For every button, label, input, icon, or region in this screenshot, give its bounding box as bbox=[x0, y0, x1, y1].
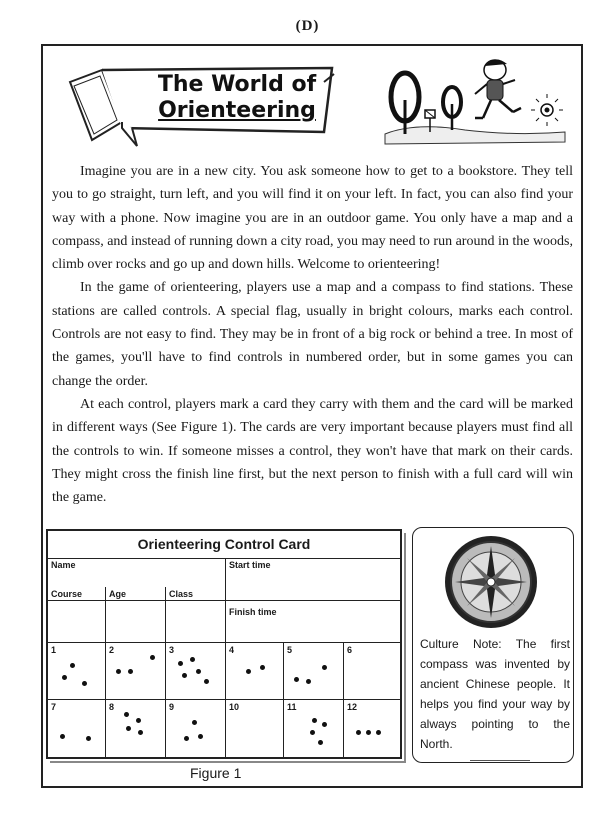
control-box-5 bbox=[284, 643, 344, 700]
control-box-number: 12 bbox=[347, 702, 358, 712]
paragraph-2: In the game of orienteering, players use a map and a compass to find stations. These stations are called controls. A special flag, usually in bright colours, marks each control. Controls are not easy to find. They may be in front of a big rock or behind a tree. In most of the games, you'll have to find controls in numbered order, but in some games you can change the order. bbox=[52, 280, 573, 389]
punch-dot bbox=[198, 734, 203, 739]
start-time-field bbox=[226, 558, 400, 601]
punch-dot bbox=[190, 657, 195, 662]
control-box-number: 3 bbox=[169, 645, 175, 655]
punch-dot bbox=[126, 726, 131, 731]
control-box-1 bbox=[48, 643, 106, 700]
punch-dot bbox=[376, 730, 381, 735]
punch-dot bbox=[192, 720, 197, 725]
control-box-number: 7 bbox=[51, 702, 57, 712]
punch-dot bbox=[204, 679, 209, 684]
control-box-3 bbox=[166, 643, 226, 700]
control-box-2 bbox=[106, 643, 166, 700]
control-box-number: 4 bbox=[229, 645, 235, 655]
article-body bbox=[52, 160, 573, 509]
banner-title-line1: The World of bbox=[157, 72, 317, 97]
finish-time-label: Finish time bbox=[229, 607, 277, 617]
tree-icon bbox=[443, 87, 461, 130]
punch-dot bbox=[178, 661, 183, 666]
class-field bbox=[166, 587, 226, 643]
class-label: Class bbox=[169, 589, 194, 599]
note-underline bbox=[470, 760, 530, 761]
title-banner bbox=[62, 62, 342, 154]
card-title: Orienteering Control Card bbox=[48, 531, 400, 559]
punch-dot bbox=[116, 669, 121, 674]
name-label: Name bbox=[51, 560, 76, 570]
age-label: Age bbox=[109, 589, 127, 599]
start-time-label: Start time bbox=[229, 560, 271, 570]
control-box-number: 2 bbox=[109, 645, 115, 655]
control-box-6 bbox=[344, 643, 400, 700]
control-box-9 bbox=[166, 700, 226, 757]
course-label: Course bbox=[51, 589, 83, 599]
control-box-12 bbox=[344, 700, 400, 757]
punch-dot bbox=[322, 722, 327, 727]
punch-dot bbox=[310, 730, 315, 735]
punch-dot bbox=[196, 669, 201, 674]
control-box-7 bbox=[48, 700, 106, 757]
punch-dot bbox=[294, 677, 299, 682]
punch-dot bbox=[82, 681, 87, 686]
paragraph-1: Imagine you are in a new city. You ask someone how to get to a bookstore. They tell you to go straight, turn left, and you will find it on your left. In fact, you can also find your way with a phone. Now imagine you are in an outdoor game. You only have a map and a compass, and instead of running down a city road, you may need to run around in the woods, climb over rocks and go up and down hills. Welcome to orienteering! bbox=[52, 164, 574, 273]
control-box-number: 1 bbox=[51, 645, 57, 655]
control-box-8 bbox=[106, 700, 166, 757]
course-field bbox=[48, 587, 106, 643]
punch-dot bbox=[366, 730, 371, 735]
punch-dot bbox=[246, 669, 251, 674]
punch-dot bbox=[128, 669, 133, 674]
punch-dot bbox=[306, 679, 311, 684]
punch-dot bbox=[312, 718, 317, 723]
punch-dot bbox=[86, 736, 91, 741]
control-box-10 bbox=[226, 700, 284, 757]
control-box-number: 8 bbox=[109, 702, 115, 712]
banner-title-line2: Orienteering bbox=[158, 98, 316, 123]
control-box-number: 5 bbox=[287, 645, 293, 655]
punch-dot bbox=[60, 734, 65, 739]
culture-note-text: Culture Note: The first compass was invented by ancient Chinese people. It helps you find your way by always pointing to the North. bbox=[420, 637, 570, 751]
punch-dot bbox=[138, 730, 143, 735]
control-card bbox=[46, 529, 402, 759]
orienteering-scene bbox=[375, 52, 575, 152]
control-box-number: 6 bbox=[347, 645, 353, 655]
sun-icon bbox=[531, 94, 563, 126]
punch-dot bbox=[184, 736, 189, 741]
running-boy-icon bbox=[475, 59, 521, 118]
control-box-4 bbox=[226, 643, 284, 700]
banner-title bbox=[142, 72, 332, 124]
finish-time-field bbox=[226, 601, 400, 643]
punch-dot bbox=[356, 730, 361, 735]
control-box-number: 10 bbox=[229, 702, 240, 712]
punch-dot bbox=[322, 665, 327, 670]
punch-dot bbox=[182, 673, 187, 678]
punch-dot bbox=[70, 663, 75, 668]
punch-dot bbox=[124, 712, 129, 717]
figure-caption: Figure 1 bbox=[190, 765, 242, 781]
paragraph-3: At each control, players mark a card they carry with them and the card will be marked in different ways (See Figure 1). The cards are very important because players must find all the controls to win. If someone misses a control, they won't have that mark on their cards. They might cross the finish line first, but the next person to finish with a full card will win the game. bbox=[52, 396, 573, 506]
punch-dot bbox=[62, 675, 67, 680]
control-box-number: 11 bbox=[287, 702, 297, 712]
punch-dot bbox=[260, 665, 265, 670]
compass-icon bbox=[441, 532, 541, 632]
punch-dot bbox=[150, 655, 155, 660]
control-box-number: 9 bbox=[169, 702, 175, 712]
tree-icon bbox=[391, 73, 419, 134]
punch-dot bbox=[136, 718, 141, 723]
age-field bbox=[106, 587, 166, 643]
control-box-11 bbox=[284, 700, 344, 757]
section-label: (D) bbox=[295, 18, 320, 34]
punch-dot bbox=[318, 740, 323, 745]
